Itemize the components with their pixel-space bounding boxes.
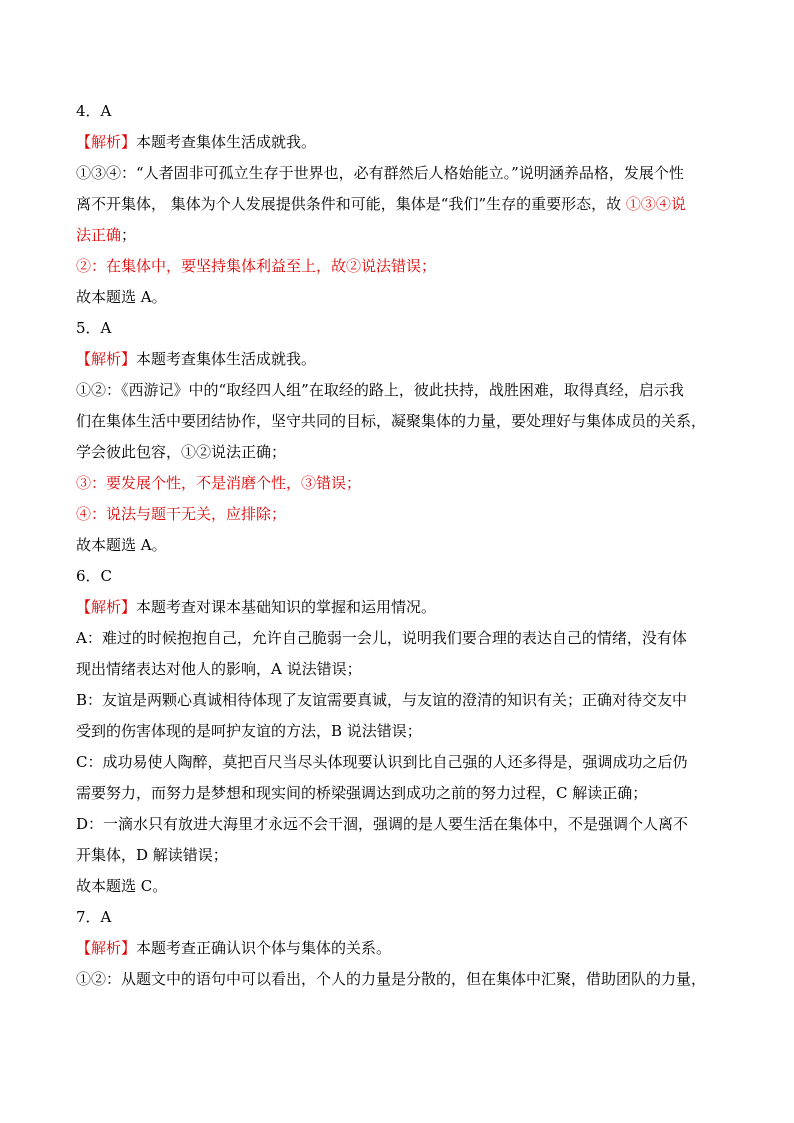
question-6-option-c-line-1: C：成功易使人陶醉，莫把百尺当尽头体现要认识到比自己强的人还多得是，强调成功之后仍	[76, 753, 688, 771]
question-4-analysis-intro	[76, 127, 722, 158]
analysis-text: 本题考查集体生活成就我。	[136, 350, 317, 368]
question-6-answer: 故本题选 C。	[76, 877, 168, 895]
question-4-answer: 故本题选 A。	[76, 288, 167, 306]
question-7-number: 7．A	[76, 908, 112, 926]
question-5-line-3: 学会彼此包容，①②说法正确；	[76, 443, 287, 461]
question-5-number: 5．A	[76, 319, 112, 337]
question-4-line-1: ①③④：“人者固非可孤立生存于世界也，必有群然后人格始能立。”说明涵养品格，发展个性	[76, 164, 684, 182]
question-5-line-1: ①②：《西游记》中的“取经四人组”在取经的路上，彼此扶持，战胜困难，取得真经，启示我	[76, 381, 684, 399]
analysis-text: 本题考查正确认识个体与集体的关系。	[136, 939, 392, 957]
line-text: 离不开集体， 集体为个人发展提供条件和可能，集体是“我们”生存的重要形态，故	[76, 195, 626, 213]
question-5-line-4: ③：要发展个性，不是消磨个性，③错误；	[76, 474, 362, 492]
question-5-line-2: 们在集体生活中要团结协作，坚守共同的目标，凝聚集体的力量，要处理好与集体成员的关系，	[76, 412, 707, 430]
question-5-analysis-intro	[76, 344, 722, 375]
question-6-option-d-line-2: 开集体，D 解读错误；	[76, 846, 228, 864]
question-7-line-1: ①②：从题文中的语句中可以看出，个人的力量是分散的，但在集体中汇聚，借助团队的力量，	[76, 970, 707, 988]
question-4-line-4: ②：在集体中，要坚持集体利益至上，故②说法错误；	[76, 257, 437, 275]
question-6-option-a-line-2: 现出情绪表达对他人的影响，A 说法错误；	[76, 660, 362, 678]
analysis-bracket: 【解析】	[76, 939, 137, 957]
question-4-number: 4．A	[76, 102, 112, 120]
question-6-analysis-intro	[76, 592, 722, 623]
analysis-text: 本题考查对课本基础知识的掌握和运用情况。	[136, 598, 437, 616]
question-4-line-3	[76, 220, 722, 251]
question-6-option-b-line-1: B：友谊是两颗心真诚相待体现了友谊需要真诚，与友谊的澄清的知识有关；正确对待交友中	[76, 691, 688, 709]
line-text: ；	[121, 226, 137, 244]
line-text-red: ①③④说	[625, 195, 686, 213]
question-6-option-c-line-2: 需要努力，而努力是梦想和现实间的桥梁强调达到成功之前的努力过程，C 解读正确；	[76, 784, 648, 802]
answer-page	[76, 96, 722, 995]
question-4-line-2	[76, 189, 722, 220]
question-6-option-d-line-1: D：一滴水只有放进大海里才永远不会干涸，强调的是人要生活在集体中，不是强调个人离不	[76, 815, 689, 833]
question-6-number: 6．C	[76, 567, 113, 585]
question-5-answer: 故本题选 A。	[76, 536, 167, 554]
analysis-bracket: 【解析】	[76, 350, 137, 368]
analysis-text: 本题考查集体生活成就我。	[136, 133, 317, 151]
question-6-option-b-line-2: 受到的伤害体现的是呵护友谊的方法，B 说法错误；	[76, 722, 422, 740]
analysis-bracket: 【解析】	[76, 598, 137, 616]
question-7-analysis-intro	[76, 933, 722, 964]
question-5-line-5: ④：说法与题干无关，应排除；	[76, 505, 287, 523]
line-text-red: 法正确	[76, 226, 122, 244]
analysis-bracket: 【解析】	[76, 133, 137, 151]
question-6-option-a-line-1: A：难过的时候抱抱自己，允许自己脆弱一会儿，说明我们要合理的表达自己的情绪，没有体	[76, 629, 687, 647]
